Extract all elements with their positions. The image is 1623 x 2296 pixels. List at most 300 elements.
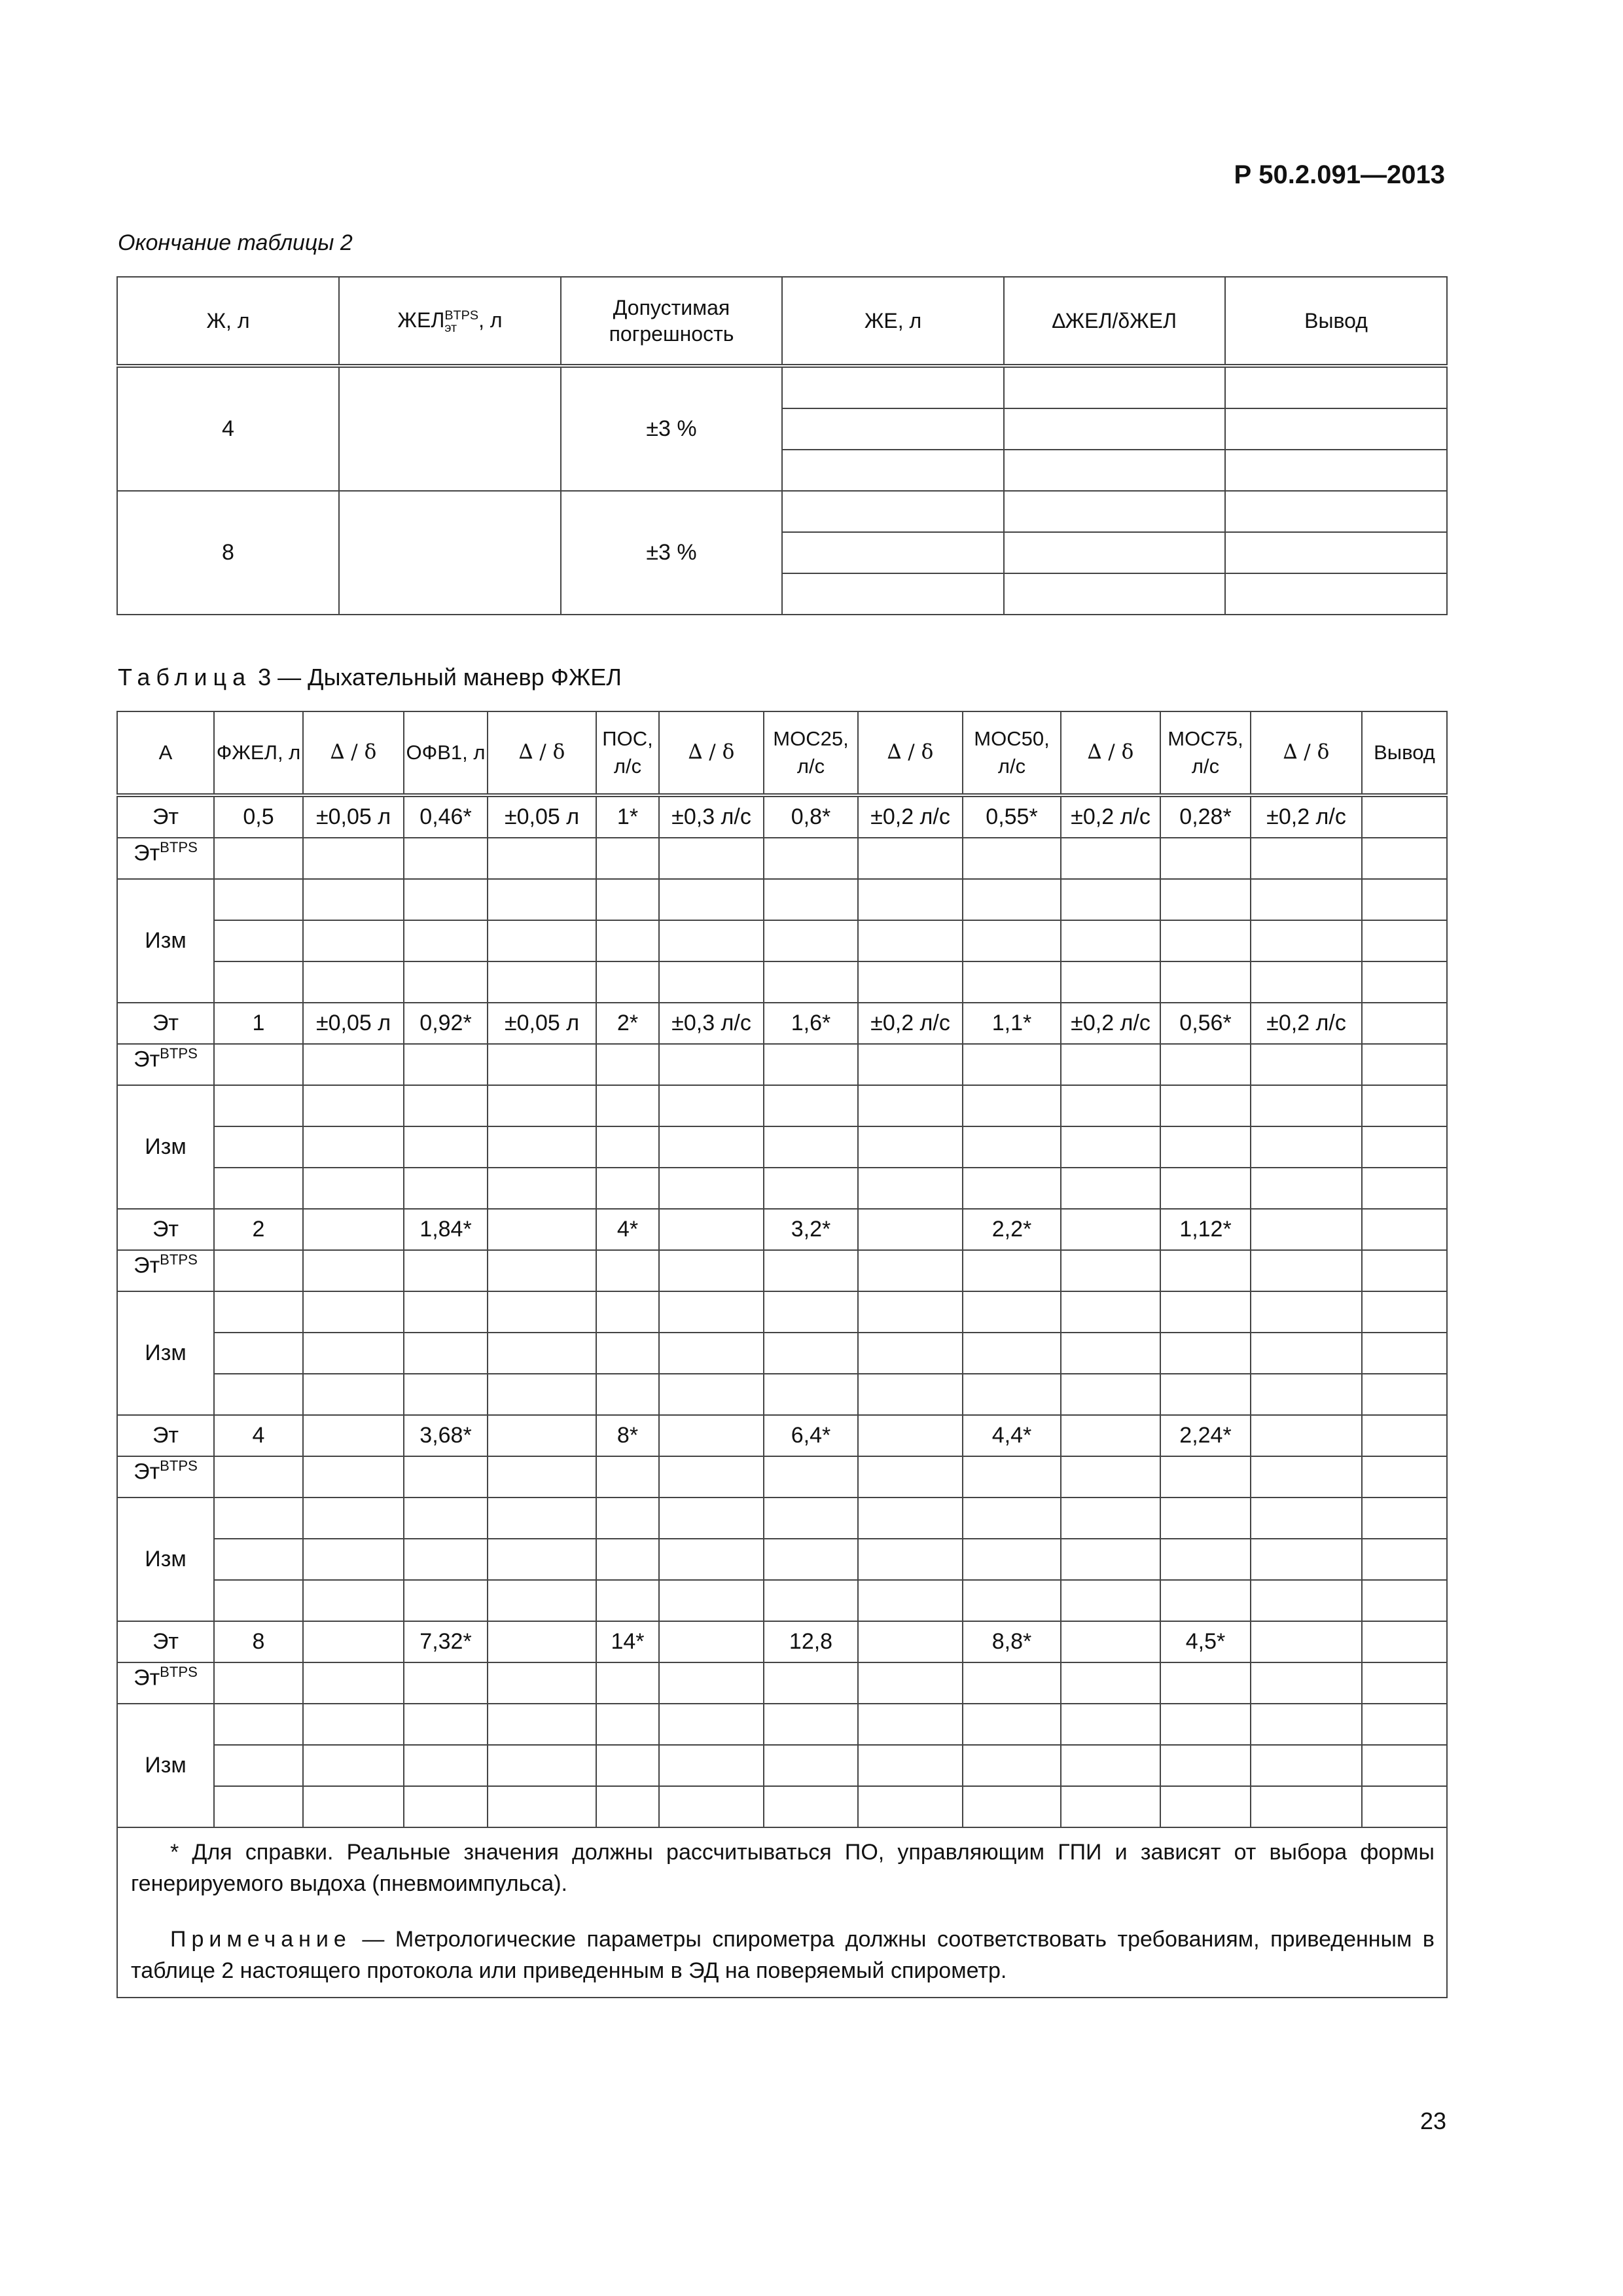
et-btps-cell xyxy=(1362,838,1447,879)
izm-cell xyxy=(214,1580,303,1621)
izm-cell xyxy=(764,1539,858,1580)
izm-cell xyxy=(303,920,404,961)
izm-cell xyxy=(404,1580,488,1621)
row-label-et-btps xyxy=(117,1456,214,1498)
et-btps-cell xyxy=(596,1456,659,1498)
izm-cell xyxy=(488,1786,596,1827)
et-btps-sup: BTPS xyxy=(160,1045,198,1062)
et-btps-cell xyxy=(1160,1456,1251,1498)
et-btps-cell xyxy=(1160,1044,1251,1085)
izm-cell xyxy=(858,1498,963,1539)
et-value-cell xyxy=(659,1415,764,1456)
t3-header-delta-2: ∆ / δ xyxy=(488,711,596,795)
table-row-izm xyxy=(117,1126,1447,1168)
table-3 xyxy=(116,711,1448,1998)
izm-cell xyxy=(214,1333,303,1374)
izm-cell xyxy=(1362,1539,1447,1580)
row-label-et: Эт xyxy=(117,1621,214,1662)
et-value-cell: 0,5 xyxy=(214,795,303,838)
izm-cell xyxy=(488,1291,596,1333)
izm-cell xyxy=(214,1085,303,1126)
izm-cell xyxy=(659,1291,764,1333)
izm-cell xyxy=(659,1333,764,1374)
izm-cell xyxy=(303,1126,404,1168)
izm-cell xyxy=(1251,1168,1362,1209)
t2-header-volume: Ж, л xyxy=(117,277,339,366)
t2-header-tolerance: Допустимая погрешность xyxy=(561,277,782,366)
et-btps-cell xyxy=(659,1662,764,1704)
izm-cell xyxy=(963,1168,1061,1209)
et-btps-cell xyxy=(858,838,963,879)
et-value-cell xyxy=(1251,1621,1362,1662)
et-btps-cell xyxy=(858,1456,963,1498)
izm-cell xyxy=(1061,1786,1160,1827)
et-value-cell xyxy=(488,1621,596,1662)
izm-cell xyxy=(764,1168,858,1209)
t2-delta-cell xyxy=(1004,491,1225,532)
izm-cell xyxy=(858,1126,963,1168)
izm-cell xyxy=(214,1539,303,1580)
t2-verdict-cell xyxy=(1225,573,1447,615)
izm-cell xyxy=(596,961,659,1003)
izm-cell xyxy=(1362,879,1447,920)
izm-cell xyxy=(1251,1539,1362,1580)
izm-cell xyxy=(1251,879,1362,920)
t2-volume-cell: 4 xyxy=(117,366,339,491)
et-btps-cell xyxy=(596,838,659,879)
table-row-izm xyxy=(117,1745,1447,1786)
izm-cell xyxy=(214,1498,303,1539)
row-label-izm: Изм xyxy=(117,1291,214,1415)
et-btps-cell xyxy=(596,1044,659,1085)
izm-cell xyxy=(963,879,1061,920)
t2-zhel-cell xyxy=(339,491,561,615)
t2-delta-cell xyxy=(1004,573,1225,615)
izm-cell xyxy=(1362,1498,1447,1539)
izm-cell xyxy=(659,961,764,1003)
izm-cell xyxy=(488,1333,596,1374)
izm-cell xyxy=(1061,1333,1160,1374)
izm-cell xyxy=(488,1085,596,1126)
et-value-cell: ±0,05 л xyxy=(303,795,404,838)
izm-cell xyxy=(303,1539,404,1580)
izm-cell xyxy=(764,1745,858,1786)
izm-cell xyxy=(1160,1291,1251,1333)
izm-cell xyxy=(1251,1745,1362,1786)
izm-cell xyxy=(659,1498,764,1539)
izm-cell xyxy=(404,1333,488,1374)
et-value-cell xyxy=(1251,1209,1362,1250)
et-btps-cell xyxy=(1160,1250,1251,1291)
et-value-cell: 12,8 xyxy=(764,1621,858,1662)
izm-cell xyxy=(858,1333,963,1374)
izm-cell xyxy=(963,1085,1061,1126)
et-btps-cell xyxy=(764,1250,858,1291)
izm-cell xyxy=(596,1704,659,1745)
row-label-et: Эт xyxy=(117,1003,214,1044)
izm-cell xyxy=(1160,1168,1251,1209)
et-value-cell: 6,4* xyxy=(764,1415,858,1456)
et-btps-sup: BTPS xyxy=(160,839,198,855)
izm-cell xyxy=(1362,1704,1447,1745)
et-btps-cell xyxy=(488,1662,596,1704)
et-value-cell xyxy=(1362,795,1447,838)
table-row-izm xyxy=(117,961,1447,1003)
t3-header-delta-3: ∆ / δ xyxy=(659,711,764,795)
et-btps-cell xyxy=(764,838,858,879)
et-value-cell xyxy=(858,1621,963,1662)
et-btps-cell xyxy=(214,1662,303,1704)
izm-cell xyxy=(1362,1168,1447,1209)
t2-header-verdict: Вывод xyxy=(1225,277,1447,366)
table-row-et xyxy=(117,1209,1447,1250)
et-value-cell: 0,55* xyxy=(963,795,1061,838)
izm-cell xyxy=(596,1498,659,1539)
et-value-cell: ±0,2 л/с xyxy=(1061,795,1160,838)
et-btps-cell xyxy=(214,1456,303,1498)
izm-cell xyxy=(596,920,659,961)
et-btps-cell xyxy=(1251,1662,1362,1704)
et-value-cell: 4* xyxy=(596,1209,659,1250)
et-value-cell xyxy=(858,1209,963,1250)
et-btps-cell xyxy=(659,1456,764,1498)
et-btps-cell xyxy=(659,1044,764,1085)
et-btps-cell xyxy=(1362,1044,1447,1085)
izm-cell xyxy=(596,1374,659,1415)
et-value-cell xyxy=(303,1621,404,1662)
et-btps-cell xyxy=(858,1250,963,1291)
table-row-et-btps xyxy=(117,1044,1447,1085)
et-btps-sup: BTPS xyxy=(160,1458,198,1474)
table3-title xyxy=(118,664,622,691)
izm-cell xyxy=(1061,1539,1160,1580)
table-row-izm xyxy=(117,1704,1447,1745)
t2-volume-cell: 8 xyxy=(117,491,339,615)
table-row-izm xyxy=(117,1786,1447,1827)
et-btps-cell xyxy=(404,1250,488,1291)
izm-cell xyxy=(488,920,596,961)
izm-cell xyxy=(488,1745,596,1786)
zhel-label: ЖЕЛ xyxy=(397,308,445,332)
et-value-cell: 1,12* xyxy=(1160,1209,1251,1250)
izm-cell xyxy=(1061,961,1160,1003)
izm-cell xyxy=(303,1168,404,1209)
izm-cell xyxy=(963,1580,1061,1621)
et-value-cell: ±0,2 л/с xyxy=(1061,1003,1160,1044)
izm-cell xyxy=(858,1168,963,1209)
izm-cell xyxy=(1251,961,1362,1003)
izm-cell xyxy=(303,879,404,920)
izm-cell xyxy=(858,1291,963,1333)
note-label: Примечание xyxy=(170,1927,351,1952)
et-btps-cell xyxy=(858,1044,963,1085)
t3-header-a: А xyxy=(117,711,214,795)
izm-cell xyxy=(214,1704,303,1745)
izm-cell xyxy=(764,1374,858,1415)
izm-cell xyxy=(659,1168,764,1209)
t3-header-delta-4: ∆ / δ xyxy=(858,711,963,795)
izm-cell xyxy=(1251,920,1362,961)
izm-cell xyxy=(404,1085,488,1126)
izm-cell xyxy=(596,1291,659,1333)
izm-cell xyxy=(764,1333,858,1374)
t2-zhe-cell xyxy=(782,408,1004,450)
izm-cell xyxy=(596,1126,659,1168)
izm-cell xyxy=(303,1374,404,1415)
et-value-cell: 2,24* xyxy=(1160,1415,1251,1456)
t3-header-mos75: МОС75, л/с xyxy=(1160,711,1251,795)
izm-cell xyxy=(404,1704,488,1745)
row-label-izm: Изм xyxy=(117,1085,214,1209)
zhel-subsup xyxy=(444,310,478,334)
izm-cell xyxy=(214,1745,303,1786)
izm-cell xyxy=(303,1704,404,1745)
izm-cell xyxy=(659,1704,764,1745)
izm-cell xyxy=(858,1580,963,1621)
table-row-et xyxy=(117,1621,1447,1662)
izm-cell xyxy=(963,1498,1061,1539)
et-value-cell: ±0,3 л/с xyxy=(659,1003,764,1044)
table-row-et xyxy=(117,1003,1447,1044)
row-label-izm: Изм xyxy=(117,1704,214,1827)
t3-header-verdict: Вывод xyxy=(1362,711,1447,795)
table-row-et xyxy=(117,1415,1447,1456)
t2-header-zhel-btps xyxy=(339,277,561,366)
et-btps-sup: BTPS xyxy=(160,1664,198,1680)
table3-footnotes xyxy=(117,1827,1447,1998)
et-value-cell: ±0,2 л/с xyxy=(1251,795,1362,838)
izm-cell xyxy=(659,1786,764,1827)
table-row-et-btps xyxy=(117,838,1447,879)
t3-header-fzhel: ФЖЕЛ, л xyxy=(214,711,303,795)
izm-cell xyxy=(1160,961,1251,1003)
table-row-izm xyxy=(117,1539,1447,1580)
izm-cell xyxy=(1251,1498,1362,1539)
et-btps-cell xyxy=(488,1044,596,1085)
izm-cell xyxy=(1362,961,1447,1003)
et-value-cell: ±0,2 л/с xyxy=(858,1003,963,1044)
et-btps-cell xyxy=(488,838,596,879)
et-value-cell: 7,32* xyxy=(404,1621,488,1662)
izm-cell xyxy=(858,920,963,961)
et-btps-cell xyxy=(1251,838,1362,879)
izm-cell xyxy=(1362,1291,1447,1333)
et-value-cell: 2* xyxy=(596,1003,659,1044)
izm-cell xyxy=(488,1498,596,1539)
izm-cell xyxy=(596,1085,659,1126)
izm-cell xyxy=(404,879,488,920)
t3-header-pos: ПОС, л/с xyxy=(596,711,659,795)
t2-zhe-cell xyxy=(782,573,1004,615)
izm-cell xyxy=(1160,1786,1251,1827)
izm-cell xyxy=(764,1580,858,1621)
t2-zhe-cell xyxy=(782,532,1004,573)
et-btps-cell xyxy=(303,838,404,879)
izm-cell xyxy=(858,1085,963,1126)
et-btps-cell xyxy=(214,1044,303,1085)
izm-cell xyxy=(214,879,303,920)
table-row-izm xyxy=(117,1333,1447,1374)
et-btps-cell xyxy=(404,1044,488,1085)
et-btps-main: Эт xyxy=(134,1665,160,1691)
et-btps-cell xyxy=(303,1250,404,1291)
izm-cell xyxy=(303,1333,404,1374)
izm-cell xyxy=(1061,1168,1160,1209)
izm-cell xyxy=(1160,1498,1251,1539)
et-btps-cell xyxy=(1061,1044,1160,1085)
table-row-et xyxy=(117,795,1447,838)
et-btps-main: Эт xyxy=(134,1253,160,1278)
row-label-izm: Изм xyxy=(117,879,214,1003)
izm-cell xyxy=(488,1168,596,1209)
et-btps-cell xyxy=(303,1044,404,1085)
izm-cell xyxy=(1160,1745,1251,1786)
izm-cell xyxy=(764,1085,858,1126)
t2-verdict-cell xyxy=(1225,408,1447,450)
izm-cell xyxy=(1362,1126,1447,1168)
et-value-cell: 14* xyxy=(596,1621,659,1662)
t2-tolerance-cell: ±3 % xyxy=(561,491,782,615)
et-value-cell: 2,2* xyxy=(963,1209,1061,1250)
et-btps-cell xyxy=(659,1250,764,1291)
zhel-sub: эт xyxy=(444,320,457,335)
izm-cell xyxy=(404,1374,488,1415)
izm-cell xyxy=(488,1580,596,1621)
izm-cell xyxy=(858,1786,963,1827)
et-value-cell xyxy=(659,1209,764,1250)
et-btps-cell xyxy=(404,838,488,879)
t2-delta-cell xyxy=(1004,532,1225,573)
table-row-izm xyxy=(117,879,1447,920)
et-value-cell: ±0,05 л xyxy=(488,795,596,838)
et-value-cell: 0,56* xyxy=(1160,1003,1251,1044)
et-value-cell: ±0,05 л xyxy=(488,1003,596,1044)
izm-cell xyxy=(858,1704,963,1745)
et-btps-cell xyxy=(596,1250,659,1291)
table-row-et-btps xyxy=(117,1456,1447,1498)
et-value-cell: 8* xyxy=(596,1415,659,1456)
et-btps-cell xyxy=(963,838,1061,879)
izm-cell xyxy=(858,961,963,1003)
izm-cell xyxy=(214,1126,303,1168)
et-btps-cell xyxy=(963,1456,1061,1498)
izm-cell xyxy=(1160,1704,1251,1745)
et-value-cell: 0,46* xyxy=(404,795,488,838)
et-value-cell xyxy=(488,1209,596,1250)
et-value-cell: 8,8* xyxy=(963,1621,1061,1662)
table2-body xyxy=(117,366,1447,615)
et-btps-cell xyxy=(214,1250,303,1291)
izm-cell xyxy=(963,1704,1061,1745)
izm-cell xyxy=(303,1786,404,1827)
t2-verdict-cell xyxy=(1225,491,1447,532)
izm-cell xyxy=(963,1291,1061,1333)
izm-cell xyxy=(764,1291,858,1333)
t2-header-delta: ∆ЖЕЛ/δЖЕЛ xyxy=(1004,277,1225,366)
izm-cell xyxy=(858,879,963,920)
izm-cell xyxy=(488,1374,596,1415)
izm-cell xyxy=(404,1745,488,1786)
et-btps-sup: BTPS xyxy=(160,1251,198,1268)
et-value-cell: 8 xyxy=(214,1621,303,1662)
izm-cell xyxy=(1061,1291,1160,1333)
et-value-cell xyxy=(488,1415,596,1456)
et-btps-cell xyxy=(764,1044,858,1085)
row-label-et: Эт xyxy=(117,1209,214,1250)
page-number: 23 xyxy=(1419,2108,1446,2134)
izm-cell xyxy=(659,1539,764,1580)
et-btps-cell xyxy=(1362,1456,1447,1498)
row-label-et-btps xyxy=(117,1250,214,1291)
izm-cell xyxy=(963,1745,1061,1786)
et-value-cell: ±0,3 л/с xyxy=(659,795,764,838)
t3-header-delta-6: ∆ / δ xyxy=(1251,711,1362,795)
et-btps-cell xyxy=(303,1662,404,1704)
document-code: Р 50.2.091—2013 xyxy=(1234,160,1445,189)
izm-cell xyxy=(764,1498,858,1539)
et-btps-main: Эт xyxy=(134,1047,160,1072)
row-label-et-btps xyxy=(117,838,214,879)
izm-cell xyxy=(404,961,488,1003)
zhel-sup: BTPS xyxy=(444,308,479,323)
et-btps-cell xyxy=(488,1456,596,1498)
et-btps-cell xyxy=(1251,1044,1362,1085)
et-btps-cell xyxy=(404,1456,488,1498)
izm-cell xyxy=(1362,1374,1447,1415)
et-value-cell: 3,68* xyxy=(404,1415,488,1456)
table2-continuation-title: Окончание таблицы 2 xyxy=(118,230,353,255)
et-value-cell xyxy=(1362,1209,1447,1250)
table3-title-rest: 3 — Дыхательный маневр ФЖЕЛ xyxy=(251,664,622,691)
et-value-cell xyxy=(1061,1415,1160,1456)
izm-cell xyxy=(1362,1745,1447,1786)
et-value-cell: 1,84* xyxy=(404,1209,488,1250)
izm-cell xyxy=(596,1168,659,1209)
izm-cell xyxy=(488,1126,596,1168)
table-row xyxy=(117,491,1447,532)
table-row xyxy=(117,366,1447,408)
izm-cell xyxy=(858,1374,963,1415)
izm-cell xyxy=(303,961,404,1003)
zhel-unit: , л xyxy=(478,308,503,332)
izm-cell xyxy=(214,961,303,1003)
izm-cell xyxy=(1061,1498,1160,1539)
et-btps-cell xyxy=(1061,1456,1160,1498)
row-label-izm: Изм xyxy=(117,1498,214,1621)
et-btps-cell xyxy=(764,1662,858,1704)
izm-cell xyxy=(858,1745,963,1786)
et-btps-cell xyxy=(1160,838,1251,879)
izm-cell xyxy=(1251,1786,1362,1827)
izm-cell xyxy=(1362,1786,1447,1827)
izm-cell xyxy=(488,1704,596,1745)
izm-cell xyxy=(214,920,303,961)
t3-header-mos25: МОС25, л/с xyxy=(764,711,858,795)
izm-cell xyxy=(659,1580,764,1621)
t3-header-mos50: МОС50, л/с xyxy=(963,711,1061,795)
izm-cell xyxy=(303,1085,404,1126)
et-value-cell: 0,92* xyxy=(404,1003,488,1044)
izm-cell xyxy=(1362,1333,1447,1374)
izm-cell xyxy=(1251,1374,1362,1415)
note-paragraph xyxy=(131,1924,1435,1986)
izm-cell xyxy=(303,1580,404,1621)
izm-cell xyxy=(1160,879,1251,920)
et-btps-cell xyxy=(1160,1662,1251,1704)
izm-cell xyxy=(596,1745,659,1786)
izm-cell xyxy=(764,1126,858,1168)
izm-cell xyxy=(404,1498,488,1539)
